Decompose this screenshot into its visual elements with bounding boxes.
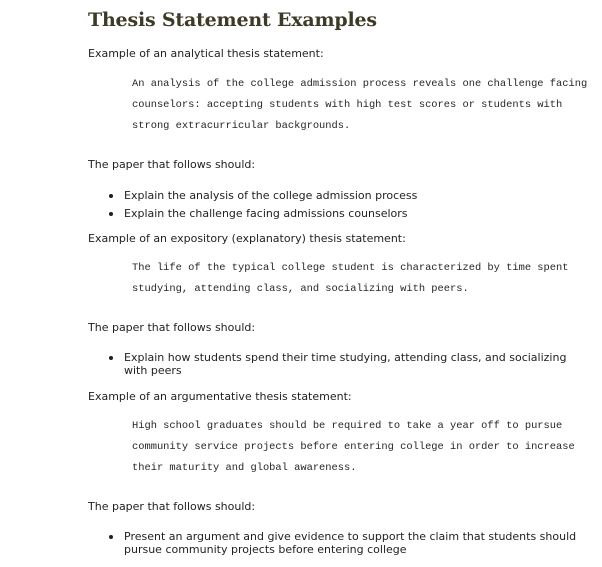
- analytical-follow-label: The paper that follows should:: [88, 158, 256, 171]
- expository-thesis-quote: [132, 258, 602, 300]
- analytical-thesis-quote: [132, 74, 602, 137]
- expository-bullet-list: [108, 351, 588, 382]
- bullet-icon: [109, 535, 113, 539]
- expository-follow-label: The paper that follows should:: [88, 321, 256, 334]
- argumentative-example-heading: Example of an argumentative thesis statement:: [88, 390, 352, 403]
- argumentative-follow-label: The paper that follows should:: [88, 500, 256, 513]
- quote-line: The life of the typical college student is characterized by time spent: [132, 262, 569, 274]
- quote-line: their maturity and global awareness.: [132, 462, 357, 474]
- list-item-text: Present an argument and give evidence to support the claim that students should pursue community projects before entering college: [124, 530, 577, 556]
- argumentative-bullet-list: [108, 530, 588, 561]
- quote-line: community service projects before entering college in order to increase: [132, 441, 575, 453]
- quote-line: High school graduates should be required to take a year off to pursue: [132, 420, 563, 432]
- analytical-bullet-list: [108, 189, 588, 225]
- list-item: [108, 189, 588, 202]
- quote-line: counselors: accepting students with high test scores or students with: [132, 99, 563, 111]
- expository-example-heading: Example of an expository (explanatory) thesis statement:: [88, 232, 406, 245]
- quote-line: strong extracurricular backgrounds.: [132, 120, 351, 132]
- bullet-icon: [109, 356, 113, 360]
- list-item: [108, 530, 588, 556]
- list-item-text: Explain the analysis of the college admission process: [124, 189, 418, 202]
- argumentative-thesis-quote: [132, 416, 602, 479]
- list-item-text: Explain the challenge facing admissions counselors: [124, 207, 408, 220]
- quote-line: An analysis of the college admission process reveals one challenge facing: [132, 78, 588, 90]
- list-item: [108, 351, 588, 377]
- quote-line: studying, attending class, and socializing with peers.: [132, 283, 469, 295]
- page-title: Thesis Statement Examples: [88, 9, 377, 31]
- bullet-icon: [109, 212, 113, 216]
- list-item: [108, 207, 588, 220]
- bullet-icon: [109, 194, 113, 198]
- analytical-example-heading: Example of an analytical thesis statement:: [88, 47, 324, 60]
- list-item-text: Explain how students spend their time studying, attending class, and socializing with peers: [124, 351, 567, 377]
